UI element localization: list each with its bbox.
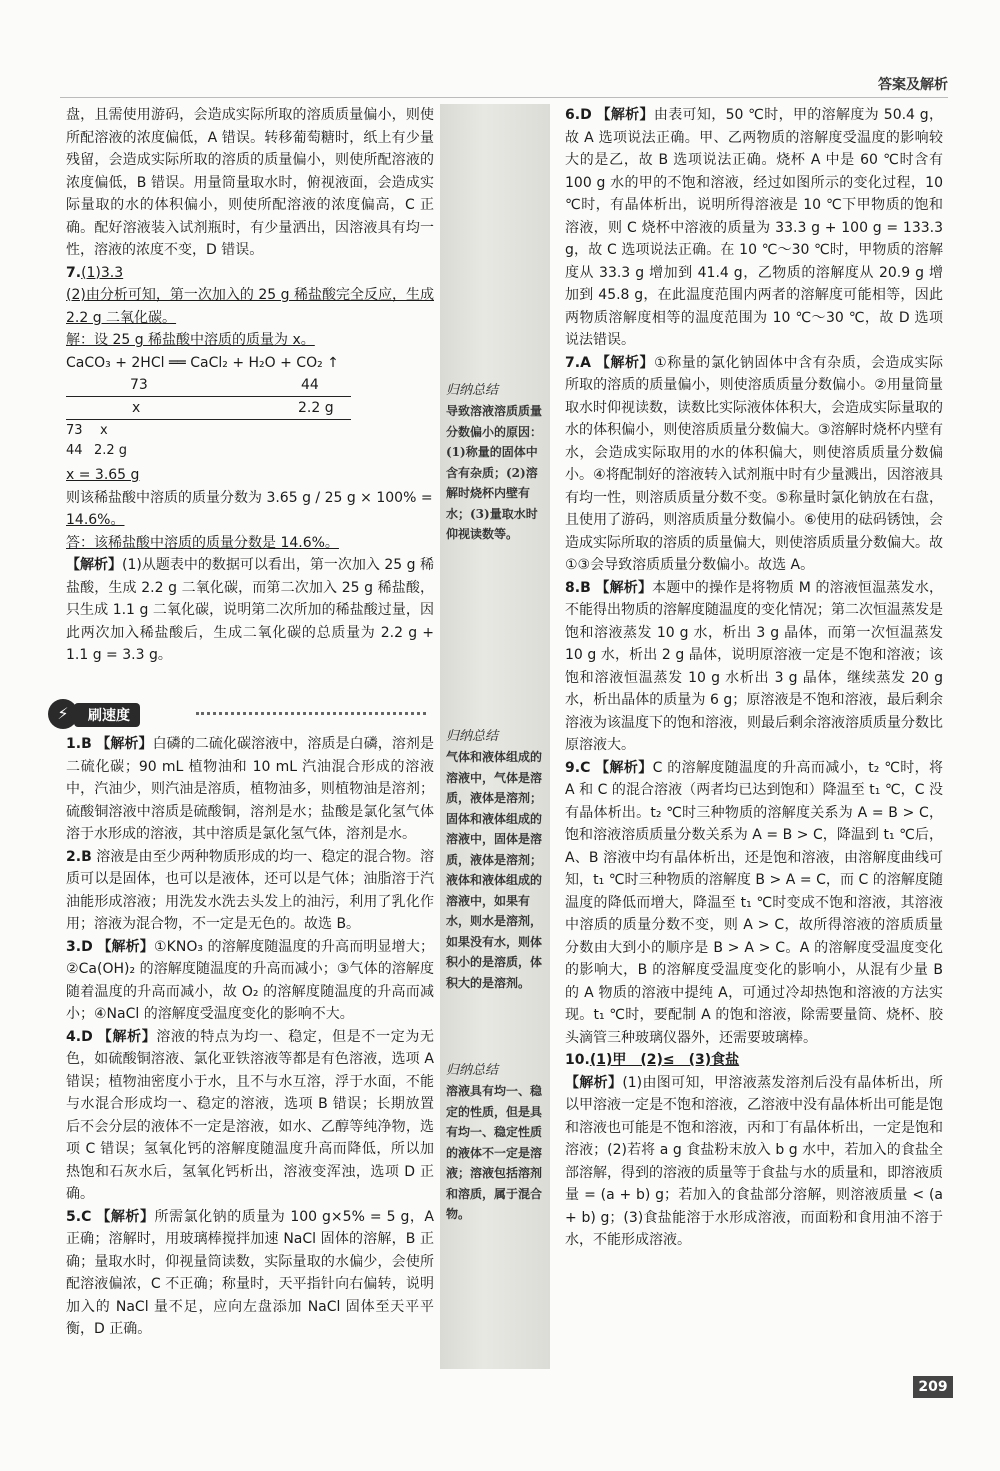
ratio-bottom-left: 44 bbox=[66, 443, 83, 458]
list-item: 10.(1)甲 (2)≤ (3)食盐 bbox=[565, 1052, 740, 1068]
margin-note-1 bbox=[446, 380, 546, 545]
equation-ratio-row bbox=[66, 374, 434, 396]
margin-note-title: 归纳总结 bbox=[446, 1063, 499, 1078]
list-item: 8.B 【解析】本题中的操作是将物质 M 的溶液恒温蒸发水，不能得出物质的溶解度随温度的变化情况；第二次恒温蒸发是饱和溶液蒸发 10 g 水，析出 3 g 晶体，而第一次恒温蒸发 10 g 水，析出 2 g 晶体，说明原溶液一定是不饱和溶液；该饱和溶液恒温蒸发 10 g 水析出 3 g 晶体，继续蒸发 20 g 水，析出晶体的质量为 6 g；原溶液是不饱和溶液，最后剩余溶液为该温度下的饱和溶液，则最后剩余溶液溶质质量分数比原溶液大。 bbox=[565, 579, 944, 753]
left-column bbox=[66, 104, 434, 667]
header-rule bbox=[60, 97, 948, 98]
answer-text: (1)甲 (2)≤ (3)食盐 bbox=[589, 1052, 740, 1068]
answer-letter: D bbox=[81, 1028, 93, 1045]
solution-setup: 解：设 25 g 稀盐酸中溶质的质量为 x。 bbox=[66, 332, 315, 348]
list-item: 6.D 【解析】由表可知，50 ℃时，甲的溶解度为 50.4 g，故 A 选项说法正确。甲、乙两物质的溶解度受温度的影响较大的是乙，故 B 选项说法正确。烧杯 A 中是 60 ℃时含有 100 g 水的甲的不饱和溶液，经过如图所示的变化过程，10 ℃时，有晶体析出，说明所得溶液是 10 ℃下甲物质的饱和溶液，则 C 烧杯中溶液的质量为 33.3 g + 100 g = 133.3 g，故 C 选项说法正确。在 10 ℃～30 ℃时，甲物质的溶解度从 33.3 g 增加到 41.4 g，乙物质的溶解度从 20.9 g 增加到 45.8 g，在此温度范围内两者的溶解度可能相等，因此两物质溶解度相等的温度范围为 10 ℃～30 ℃，故 D 选项说法错误。 bbox=[565, 107, 943, 348]
ratio-top-left: 73 bbox=[66, 423, 83, 438]
list-item: 9.C 【解析】C 的溶解度随温度的升高而减小，t₂ ℃时，将 A 和 C 的混合溶液（两者均已达到饱和）降温至 t₁ ℃，C 没有晶体析出。t₂ ℃时三种物质的溶解度关系为 A = B > C，饱和溶液溶质质量分数关系为 A = B > C，降温到 t₁ ℃后，A、B 溶液中均有晶体析出，还是饱和溶液，由溶解度曲线可知，t₁ ℃时三种物质的溶解度 B > A = C，而 C 的溶解度随温度的降低而增大，降温至 t₁ ℃时变成不饱和溶液，其溶液中溶质的质量分数不变，则 A > C，故所得溶液的溶质质量分数由大到小的顺序是 B > A > C。A 的溶解度受温度变化的影响大，B 的溶解度受温度变化的影响小，从混有少量 B 的 A 物质的溶液中提纯 A，可通过冷却热饱和溶液的方法实现。t₁ ℃时，要配制 A 的饱和溶液，除需要量筒、烧杯、胶头滴管三种玻璃仪器外，还需要玻璃棒。 bbox=[565, 759, 944, 1046]
answer-letter: D bbox=[580, 107, 592, 123]
list-item: 5.C 【解析】所需氯化钠的质量为 100 g×5% = 5 g，A 正确；溶解时，用玻璃棒搅拌加速 NaCl 固体的溶解，B 正确；量取水时，仰视量筒读数，实际量取的水偏少，会使所配溶液偏浓，C 不正确；称量时，天平指针向右偏转，说明加入的 NaCl 量不足，应向左盘添加 NaCl 固体至天平平衡，D 正确。 bbox=[66, 1208, 435, 1337]
list-item: 1.B 【解析】白磷的二硫化碳溶液中，溶质是白磷，溶剂是二硫化碳；90 mL 植物油和 10 mL 汽油混合形成的溶液中，汽油少，则汽油是溶质，植物油多，则植物油是溶剂；硫酸铜溶液中溶质是硫酸铜，溶剂是水；盐酸是氯化氢气体溶于水形成的溶液，其中溶质是氯化氢气体，溶剂是水。 bbox=[66, 736, 435, 842]
margin-note-2 bbox=[446, 726, 546, 993]
answer-letter: A bbox=[580, 354, 591, 371]
answer-part-1: (1)3.3 bbox=[81, 264, 124, 281]
molar-mass-hcl: 73 bbox=[130, 377, 148, 393]
calculation-line: 则该稀盐酸中溶质的质量分数为 3.65 g / 25 g × 100% = bbox=[66, 489, 433, 506]
answer-letter: C bbox=[81, 1208, 92, 1225]
answer-letter: B bbox=[81, 848, 92, 865]
equation-mass-row bbox=[66, 397, 434, 419]
calculation-result: 14.6%。 bbox=[66, 512, 125, 528]
intro-paragraph: 盘，且需使用游码，会造成实际所取的溶质质量偏小，则使所配溶液的浓度偏低，A 错误。转移葡萄糖时，纸上有少量残留，会造成实际所取的溶质的质量偏小，则使所配溶液的浓度偏低，B 错误。用量筒量取水时，俯视液面，会造成实际量取的水的体积偏小，则使所配溶液的浓度偏高，C 正确。配好溶液装入试剂瓶时，有少量洒出，因溶液具有均一性，溶液的浓度不变，D 错误。 bbox=[66, 107, 434, 258]
analysis-tag: 【解析】 bbox=[66, 557, 123, 573]
section-speed-banner bbox=[46, 699, 436, 727]
list-item: 4.D 【解析】溶液的特点为均一、稳定，但是不一定为无色，如硫酸铜溶液、氯化亚铁溶液等都是有色溶液，选项 A 错误；植物油密度小于水，且不与水互溶，浮于水面，不能与水混合形成均一、稳定的溶液，选项 B 错误；长期放置后不会分层的液体不一定是溶液，如水、乙醇等纯净物，选项 C 错误；氢氧化钙的溶解度随温度升高而降低，所以加热饱和石灰水后，氢氧化钙析出，溶液变浑浊，选项 D 正确。 bbox=[66, 1028, 435, 1202]
unknown-mass: x bbox=[132, 400, 141, 416]
margin-note-body: 溶液具有均一、稳定的性质，但是具有均一、稳定性质的液体不一定是溶液；溶液包括溶剂和溶质，属于混合物。 bbox=[446, 1084, 543, 1221]
answer-letter: C bbox=[580, 759, 591, 776]
list-item: 2.B 溶液是由至少两种物质形成的均一、稳定的混合物。溶质可以是固体，也可以是液体，还可以是气体；油脂溶于汽油能形成溶液；用洗发水洗去头发上的油污，利用了乳化作用；溶液为混合物，不一定是无色的。故选 B。 bbox=[66, 848, 435, 932]
lightning-icon: ⚡ bbox=[48, 699, 78, 729]
answer-letter: B bbox=[81, 736, 92, 752]
margin-note-body: 气体和液体组成的溶液中，气体是溶质，液体是溶剂；固体和液体组成的溶液中，固体是溶质，液体是溶剂；液体和液体组成的溶液中，如果有水，则水是溶剂，如果没有水，则体积小的是溶质，体积大的是溶剂。 bbox=[446, 750, 543, 990]
ratio-top-right: x bbox=[100, 423, 108, 438]
answer-letter: D bbox=[81, 938, 93, 955]
list-item: 3.D 【解析】①KNO₃ 的溶解度随温度的升高而明显增大；②Ca(OH)₂ 的溶解度随温度的升高而减小；③气体的溶解度随着温度的升高而减小，故 O₂ 的溶解度随温度的升高而减小；④NaCl 的溶解度受温度变化的影响不大。 bbox=[66, 938, 435, 1022]
x-value: x = 3.65 g bbox=[66, 467, 140, 483]
co2-mass: 2.2 g bbox=[298, 400, 334, 416]
right-column bbox=[565, 104, 943, 1252]
molar-mass-co2: 44 bbox=[301, 377, 319, 393]
question-7 bbox=[66, 262, 434, 667]
header-title: 答案及解析 bbox=[878, 77, 948, 93]
analysis-text: (1)从题表中的数据可以看出，第一次加入 25 g 稀盐酸，生成 2.2 g 二氧化碳，而第二次加入 25 g 稀盐酸，只生成 1.1 g 二氧化碳，说明第二次所加的稀盐酸过量，因此两次加入稀盐酸后，生成二氧化碳的总质量为 2.2 g + 1.1 g = 3.3 g。 bbox=[66, 557, 435, 663]
speed-items bbox=[66, 733, 434, 1341]
margin-note-title: 归纳总结 bbox=[446, 383, 499, 398]
final-answer: 答：该稀盐酸中溶质的质量分数是 14.6%。 bbox=[66, 534, 339, 551]
ratio-fraction bbox=[66, 420, 434, 464]
question-number: 7. bbox=[66, 264, 82, 281]
analysis-text: (1)由图可知，甲溶液蒸发溶剂后没有晶体析出，所以甲溶液一定是不饱和溶液，乙溶液中没有晶体析出可能是饱和溶液也可能是不饱和溶液，丙和丁有晶体析出，一定是饱和溶液；(2)若将 a g 食盐粉末放入 b g 水中，若加入的食盐全部溶解，得到的溶液的质量等于食盐与水的质量和，即溶液质量 = (a + b) g；若加入的食盐部分溶解，则溶液质量 < (a + b) g；(3)食盐能溶于水形成溶液，而面粉和食用油不溶于水，不能形成溶液。 bbox=[565, 1074, 943, 1248]
margin-note-3 bbox=[446, 1060, 546, 1225]
ratio-bottom-right: 2.2 g bbox=[94, 443, 128, 458]
section-title: 刷速度 bbox=[74, 703, 140, 727]
margin-note-title: 归纳总结 bbox=[446, 729, 499, 744]
margin-note-body: 导致溶液溶质质量分数偏小的原因：(1)称量的固体中含有杂质；(2)溶解时烧杯内壁有水；(3)量取水时仰视读数等。 bbox=[446, 404, 543, 541]
answer-letter: B bbox=[580, 579, 591, 596]
answer-part-2: (2)由分析可知，第一次加入的 25 g 稀盐酸完全反应，生成 2.2 g 二氧化碳。 bbox=[66, 287, 434, 326]
chemical-equation: CaCO₃ + 2HCl ══ CaCl₂ + H₂O + CO₂ ↑ bbox=[66, 354, 339, 371]
dotted-divider bbox=[196, 712, 426, 715]
list-item: 7.A 【解析】①称量的氯化钠固体中含有杂质，会造成实际所取的溶质的质量偏小，则使溶质质量分数偏小。②用量筒量取水时仰视读数，读数比实际液体体积大，会造成实际量取的水的体积偏小，则使溶质质量分数偏大。③溶解时烧杯内壁有水，会造成实际取用的水的体积偏大，则使溶质质量分数偏小。④将配制好的溶液转入试剂瓶中时有少量溅出，因溶液具有均一性，则溶质质量分数不变。⑤称量时氯化钠放在右盘，且使用了游码，则溶质质量分数偏小。⑥使用的砝码锈蚀，会造成实际所取的溶质的质量偏大，则使溶质质量分数偏大。故①③会导致溶质质量分数偏小。故选 A。 bbox=[565, 354, 943, 573]
analysis-tag: 【解析】 bbox=[565, 1074, 623, 1091]
page-number: 209 bbox=[913, 1376, 953, 1398]
